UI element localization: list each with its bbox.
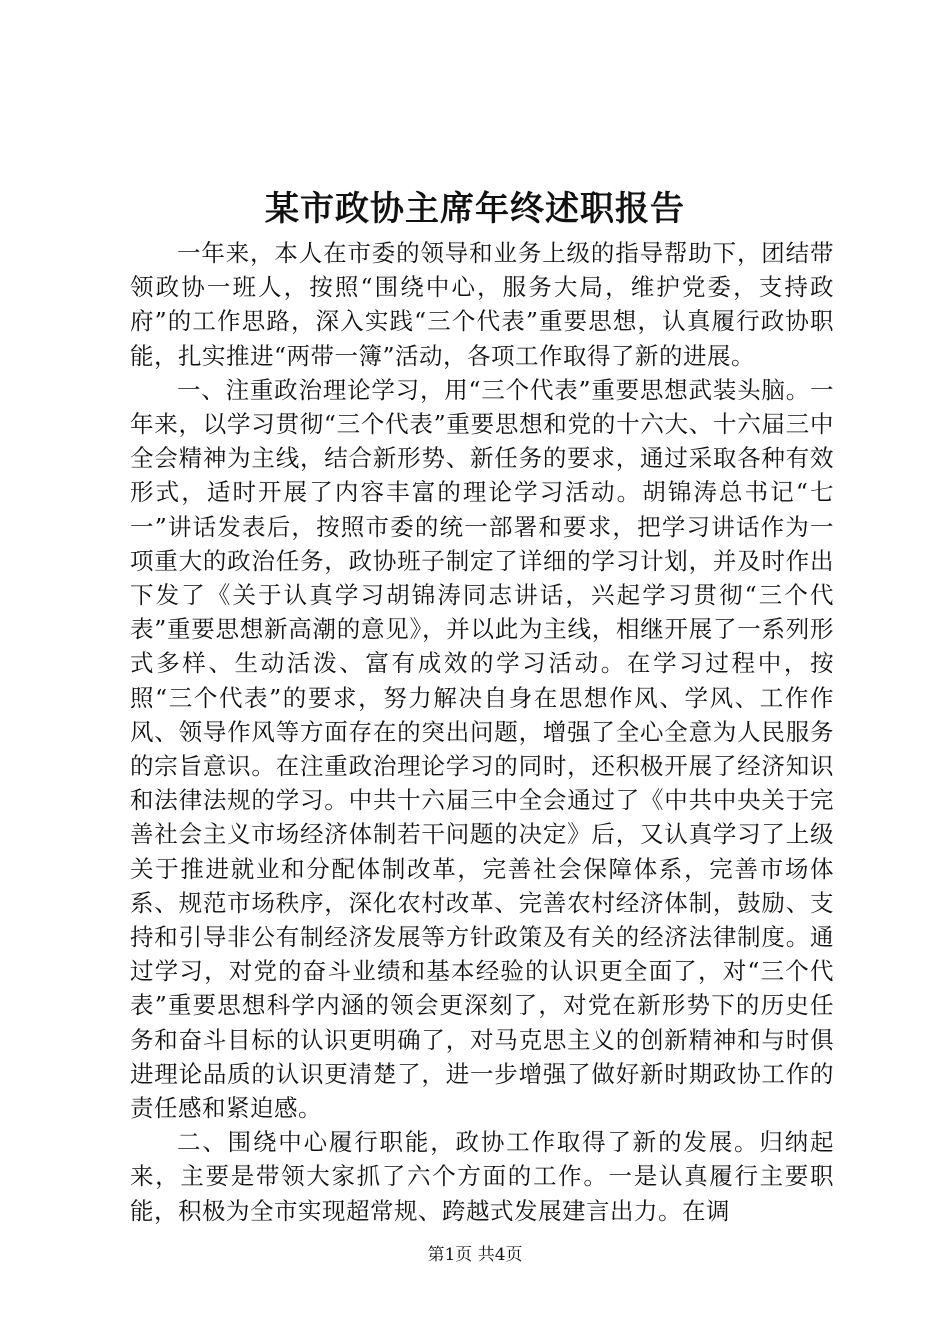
document-body [130, 236, 834, 1225]
page-number-footer: 第1页 共4页 [427, 1245, 523, 1265]
paragraph-section-1: 一、注重政治理论学习，用“三个代表”重要思想武装头脑。一年来，以学习贯彻“三个代表”重要思想和党的十六大、十六届三中全会精神为主线，结合新形势、新任务的要求，通过采取各种有效形式，适时开展了内容丰富的理论学习活动。胡锦涛总书记“七一”讲话发表后，按照市委的统一部署和要求，把学习讲话作为一项重大的政治任务，政协班子制定了详细的学习计划，并及时作出下发了《关于认真学习胡锦涛同志讲话，兴起学习贯彻“三个代表”重要思想新高潮的意见》，并以此为主线，相继开展了一系列形式多样、生动活泼、富有成效的学习活动。在学习过程中，按照“三个代表”的要求，努力解决自身在思想作风、学风、工作作风、领导作风等方面存在的突出问题，增强了全心全意为人民服务的宗旨意识。在注重政治理论学习的同时，还积极开展了经济知识和法律法规的学习。中共十六届三中全会通过了《中共中央关于完善社会主义市场经济体制若干问题的决定》后，又认真学习了上级关于推进就业和分配体制改革，完善社会保障体系，完善市场体系、规范市场秩序，深化农村改革、完善农村经济体制，鼓励、支持和引导非公有制经济发展等方针政策及有关的经济法律制度。通过学习，对党的奋斗业绩和基本经验的认识更全面了，对“三个代表”重要思想科学内涵的领会更深刻了，对党在新形势下的历史任务和奋斗目标的认识更明确了，对马克思主义的创新精神和与时俱进理论品质的认识更清楚了，进一步增强了做好新时期政协工作的责任感和紧迫感。 [130, 375, 834, 1123]
body-text-clip [130, 236, 834, 1225]
paragraph-section-2: 二、围绕中心履行职能，政协工作取得了新的发展。归纳起来，主要是带领大家抓了六个方面的工作。一是认真履行主要职能，积极为全市实现超常规、跨越式发展建言出力。在调 [130, 1128, 834, 1225]
document-title: 某市政协主席年终述职报告 [265, 189, 685, 229]
paragraph-intro: 一年来，本人在市委的领导和业务上级的指导帮助下，团结带领政协一班人，按照“围绕中心，服务大局，维护党委，支持政府”的工作思路，深入实践“三个代表”重要思想，认真履行政协职能，扎实推进“两带一簿”活动，各项工作取得了新的进展。 [130, 239, 834, 370]
